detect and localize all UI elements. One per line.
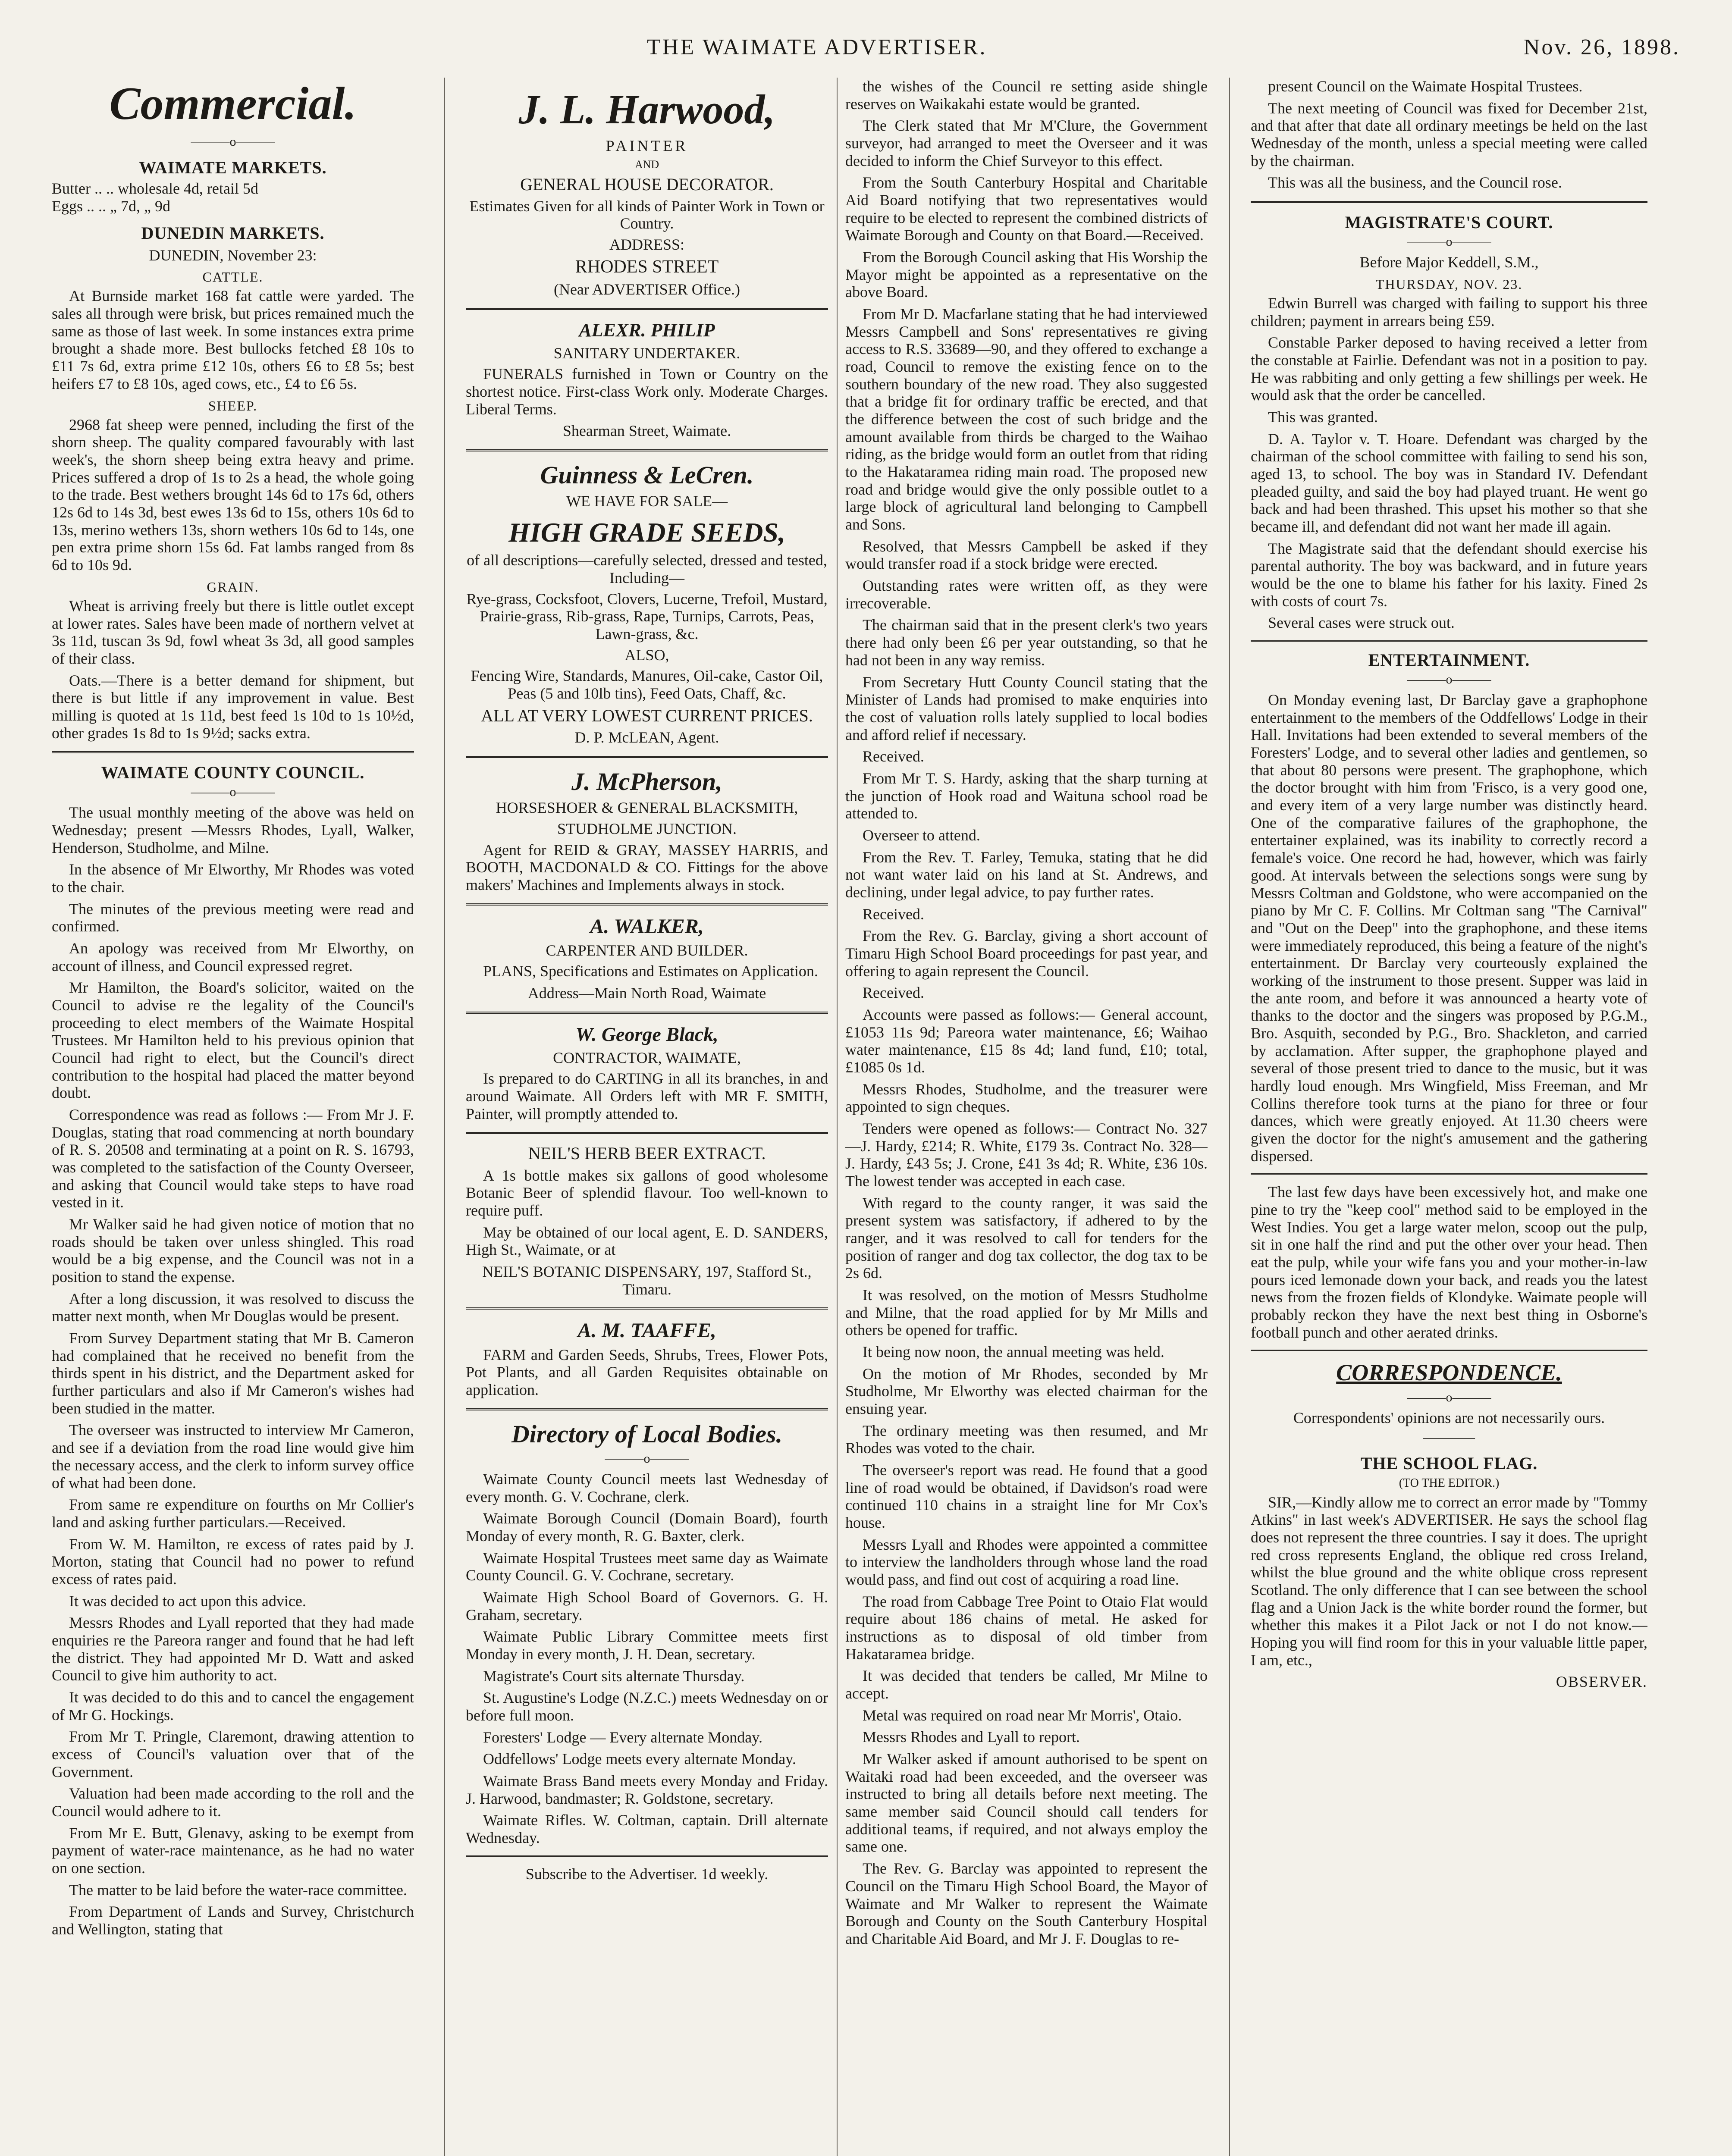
directory-item: Waimate Rifles. W. Coltman, captain. Drill alternate Wednesday.: [466, 1811, 828, 1847]
black-text: Is prepared to do CARTING in all its branches, in and around Waimate. All Orders left with MR F. SMITH, Painter, will promptly attended to.: [466, 1070, 828, 1122]
to-editor-label: (TO THE EDITOR.): [1399, 1476, 1500, 1490]
council-paragraph: The overseer's report was read. He found that a good line of road would be obtained, if Davidson's road were continued 110 chains in a straight line for Mr Cox's house.: [845, 1461, 1208, 1532]
entertainment-paragraph: The last few days have been excessively hot, and make one pine to try the "keep cool" method said to be employed in the West Indies. You get a large water melon, scoop out the pulp, sit in one half the rind and put the other over your head. Then eat the pulp, while your wife fans you and your mother-in-law pours iced lemonade down your back, and reads you the latest news from the frozen fields of Klondyke. Waimate people will probably reckon they have the next best thing in Osborne's football punch and other aerated drinks.: [1251, 1183, 1647, 1341]
council-paragraph: The Rev. G. Barclay was appointed to represent the Council on the Timaru High School Board, the Mayor of Waimate and Mr Walker to represent the Waimate Borough and County on the South Canterbury Hospital and Charitable Aid Board, and Mr J. F. Douglas to re-: [845, 1860, 1208, 1947]
cattle-report: At Burnside market 168 fat cattle were yarded. The sales all through were brisk, but prices remained much the same as those of last week. In some instances extra prime brought a shade more. Best bullocks fetched £8 10s to £11 7s 6d, extra prime £12 10s, others £6 to £8 5s; best heifers £7 to £8 10s, aged cows, etc., £4 to £6 5s.: [52, 287, 414, 392]
divider: [466, 449, 828, 451]
council-paragraph: An apology was received from Mr Elworthy, on account of illness, and Council expressed regret.: [52, 940, 414, 975]
neil-text: A 1s bottle makes six gallons of good wholesome Botanic Beer of splendid flavour. Too well-known to require puff.: [466, 1166, 828, 1219]
divider: [466, 1132, 828, 1134]
council-paragraph: From same re expenditure on fourths on Mr Collier's land and asking further particulars.—Received.: [52, 1496, 414, 1531]
cattle-heading: CATTLE.: [202, 269, 264, 285]
entertainment-heading: ENTERTAINMENT.: [1368, 650, 1530, 670]
divider: [466, 1408, 828, 1410]
letter-text: SIR,—Kindly allow me to correct an error made by "Tommy Atkins" in last week's ADVERTISER. He says the school flag does not represent the three countries. I say it does. The upright red cross represents England, the oblique red cross Ireland, whilst the blue ground and the white oblique cross represent Scotland. The only difference that I can see between the school flag and a Union Jack is the white border round the former, but whether this makes it a Pilot Jack or not I do not know.—Hoping you will find room for this in your valuable little paper, I am, etc.,: [1251, 1493, 1647, 1669]
council-paragraph: From Mr D. Macfarlane stating that he had interviewed Messrs Campbell and Sons' representatives re giving access to R.S. 33689—90, and they offered to exchange a road, Council to remove the existing fence on to the southern boundary of the new road. They also suggested that a bridge fit for ordinary traffic be erected, and that the difference between the cost of such bridge and the amount available from thirds be charged to the Waihao riding, as the bridge would form an outlet from that riding to the Hakataramea riding main road. The proposed new road and bridge would give the only possible outlet to a large block of agricultural land belonging to Campbell and Sons.: [845, 305, 1208, 533]
directory-item: Waimate Public Library Committee meets first Monday in every month, J. H. Dean, secretary.: [466, 1628, 828, 1663]
council-paragraph: It was decided that tenders be called, Mr Milne to accept.: [845, 1667, 1208, 1702]
carpenter-label: CARPENTER AND BUILDER.: [546, 941, 748, 959]
column-2: [466, 78, 828, 2156]
masthead-title: THE WAIMATE ADVERTISER.: [647, 35, 987, 60]
council-paragraph: This was all the business, and the Council rose.: [1268, 174, 1562, 191]
county-council-heading: WAIMATE COUNTY COUNCIL.: [101, 763, 365, 783]
directory-item: Magistrate's Court sits alternate Thursday.: [483, 1667, 745, 1685]
court-date: THURSDAY, NOV. 23.: [1375, 276, 1523, 292]
council-paragraph: From W. M. Hamilton, re excess of rates paid by J. Morton, stating that Council had no power to refund excess of rates paid.: [52, 1535, 414, 1588]
column-3: [845, 78, 1208, 2156]
sheep-heading: SHEEP.: [208, 398, 258, 414]
waimate-markets-heading: WAIMATE MARKETS.: [139, 157, 327, 177]
school-flag-heading: THE SCHOOL FLAG.: [1360, 1453, 1538, 1473]
separator: ———o———: [1407, 1390, 1491, 1405]
council-paragraph: present Council on the Waimate Hospital Trustees.: [1268, 78, 1583, 95]
oats-report: Oats.—There is a better demand for shipment, but there is but little if any improvement in value. Best milling is quoted at 1s 11d, best feed 1s 10d to 1s 10½d, other grades 1s 8d to 1s 9½d; sacks extra.: [52, 671, 414, 742]
masthead: [52, 30, 1680, 73]
and-label: AND: [634, 158, 659, 171]
painter-label: PAINTER: [606, 137, 688, 155]
council-paragraph: Mr Walker asked if amount authorised to be spent on Waitaki road had been exceeded, and the overseer was instructed to bring all details before next meeting. The same member said Council should call tenders for additional teams, if required, and not always employ the same one.: [845, 1750, 1208, 1855]
council-paragraph: The chairman said that in the present clerk's two years there had only been £6 per year outstanding, so that he had not been in any way remiss.: [845, 616, 1208, 669]
dateline: DUNEDIN, November 23:: [149, 246, 317, 264]
council-paragraph: Valuation had been made according to the roll and the Council would adhere to it.: [52, 1785, 414, 1820]
council-paragraph: In the absence of Mr Elworthy, Mr Rhodes was voted to the chair.: [52, 861, 414, 896]
court-paragraph: The Magistrate said that the defendant should exercise his parental authority. The boy was backward, and in future years would be the one to blame his father for his laxity. Fined 2s with costs of court 7s.: [1251, 539, 1647, 610]
council-paragraph: The usual monthly meeting of the above was held on Wednesday; present —Messrs Rhodes, Lyall, Walker, Henderson, Studholme, and Milne.: [52, 804, 414, 856]
directory-item: Foresters' Lodge — Every alternate Monday.: [483, 1728, 762, 1746]
council-paragraph: The next meeting of Council was fixed for December 21st, and that after that date all ordinary meetings be held on the last Wednesday of the month, unless a special meeting were called by the chairman.: [1251, 99, 1647, 169]
magistrate-heading: MAGISTRATE'S COURT.: [1345, 213, 1553, 232]
contractor-label: CONTRACTOR, WAIMATE,: [553, 1049, 741, 1066]
commercial-heading: Commercial.: [109, 78, 357, 129]
black-ad-title: W. George Black,: [575, 1023, 719, 1045]
neil-ad-title: NEIL'S HERB BEER EXTRACT.: [528, 1144, 766, 1163]
council-paragraph: Correspondence was read as follows :— From Mr J. F. Douglas, stating that road commencing at north boundary of R. S. 20508 and terminating at a point on R. S. 16793, was completed to the satisfaction of the County Overseer, and asking that Council would take steps to have road vested in it.: [52, 1106, 414, 1211]
council-paragraph: From Mr T. Pringle, Claremont, drawing attention to excess of Council's valuation over that of the Government.: [52, 1728, 414, 1780]
council-paragraph: The ordinary meeting was then resumed, and Mr Rhodes was voted to the chair.: [845, 1422, 1208, 1457]
directory-item: Waimate Hospital Trustees meet same day as Waimate County Council. G. V. Cochrane, secretary.: [466, 1549, 828, 1584]
council-paragraph: Received.: [863, 905, 924, 923]
shearman-address: Shearman Street, Waimate.: [562, 422, 731, 440]
estimates-text: Estimates Given for all kinds of Painter Work in Town or Country.: [469, 197, 825, 232]
council-paragraph: After a long discussion, it was resolved to discuss the matter next month, when Mr Douglas would be present.: [52, 1290, 414, 1325]
divider: [1251, 640, 1647, 642]
letter-signature: OBSERVER.: [1556, 1673, 1647, 1691]
council-paragraph: The road from Cabbage Tree Point to Otaio Flat would require about 186 chains of metal. He asked for instructions as to disposal of old timber from Hakataramea bridge.: [845, 1592, 1208, 1663]
walker-address: Address—Main North Road, Waimate: [527, 984, 766, 1002]
subscribe-line: Subscribe to the Advertiser. 1d weekly.: [525, 1865, 769, 1883]
council-paragraph: Messrs Lyall and Rhodes were appointed a committee to interview the landholders through whose land the road would pass, and find out cost of acquiring a road line.: [845, 1536, 1208, 1589]
divider: [1251, 1173, 1647, 1175]
council-paragraph: Outstanding rates were written off, as they were irrecoverable.: [845, 577, 1208, 612]
separator: ————: [1423, 1430, 1475, 1445]
divider: [1251, 1350, 1647, 1351]
council-paragraph: The Clerk stated that Mr M'Clure, the Government surveyor, had arranged to meet the Overseer and it was decided to inform the Chief Surveyor to this effect.: [845, 117, 1208, 169]
for-sale-label: WE HAVE FOR SALE—: [566, 492, 728, 510]
council-paragraph: Overseer to attend.: [863, 826, 980, 844]
also-list: Fencing Wire, Standards, Manures, Oil-cake, Castor Oil, Peas (5 and 10lb tins), Feed Oats, Chaff, &c.: [471, 667, 823, 702]
council-paragraph: From the Rev. G. Barclay, giving a short account of Timaru High School Board proceedings for past year, and offering to again represent the Council.: [845, 927, 1208, 980]
decorator-label: GENERAL HOUSE DECORATOR.: [520, 174, 774, 194]
council-paragraph: Accounts were passed as follows:— General account, £1053 11s 9d; Pareora water maintenance, £6; Waihao water maintenance, £15 8s 4d; land fund, £10; total, £1085 0s 1d.: [845, 1006, 1208, 1076]
council-paragraph: From the South Canterbury Hospital and Charitable Aid Board notifying that two representatives would require to be elected to represent the combined districts of Waimate Borough and County on that Board.—Received.: [845, 174, 1208, 244]
divider: [466, 903, 828, 906]
address-street: RHODES STREET: [575, 257, 719, 277]
divider: [466, 1855, 828, 1857]
column-4: [1251, 78, 1647, 2156]
separator: ———o———: [605, 1451, 689, 1466]
directory-item: St. Augustine's Lodge (N.Z.C.) meets Wednesday on or before full moon.: [466, 1689, 828, 1724]
court-paragraph: Edwin Burrell was charged with failing to support his three children; payment in arrears being £59.: [1251, 294, 1647, 329]
walker-ad-title: A. WALKER,: [590, 915, 704, 938]
council-paragraph: The matter to be laid before the water-race committee.: [69, 1881, 407, 1899]
junction-label: STUDHOLME JUNCTION.: [557, 820, 737, 837]
council-paragraph: Resolved, that Messrs Campbell be asked if they would transfer road if a stock bridge were erected.: [845, 537, 1208, 573]
council-paragraph: Mr Hamilton, the Board's solicitor, waited on the Council to advise re the legality of the Council's proceeding to elect members of the Waimate Hospital Trustees. Mr Hamilton held to his previous opinion that Council had right to elect, but the Council's direct contribution to the hospital had placed the matter beyond doubt.: [52, 979, 414, 1102]
masthead-date: Nov. 26, 1898.: [1523, 35, 1680, 60]
council-paragraph: Mr Walker said he had given notice of motion that no roads should be taken over unless shingled. This road would be a big expense, and the Council was not in a position to stand the expense.: [52, 1216, 414, 1286]
council-paragraph: It was decided to do this and to cancel the engagement of Mr G. Hockings.: [52, 1688, 414, 1724]
council-paragraph: It was resolved, on the motion of Messrs Studholme and Milne, that the road applied for by Mr Mills and others be opened for traffic.: [845, 1286, 1208, 1339]
entertainment-paragraph: On Monday evening last, Dr Barclay gave a graphophone entertainment to the members of the Oddfellows' Lodge in their Hall. Invitations had been extended to several members of the Foresters' Lodge, and to several other ladies and gentlemen, so that about 80 persons were present. The graphophone, which the doctor brought with him from 'Frisco, is a very good one, and every item of a very large number was distinctly heard. One of the comparative failures of the graphophone, the entertainer explained, was its inability to correctly record a female's voice. One record he had, however, which was fairly good. At intervals between the selections songs were sung by Messrs Coltman and Goldstone, who were accompanied on the piano by Mr C. F. Collins. Mr Coltman sang "The Carnival" and "Out on the Deep" into the graphophone, and these items were immediately reproduced, this being a feature of the night's entertainment. Dr Barclay very courteously explained the working of the instrument to those present. Supper was laid in the ante room, and before it was announced a hearty vote of thanks to the doctor and the singers was proposed by P.G.M., Bro. Asquith, seconded by P.G., Bro. Shackleton, and carried by acclamation. After supper, the graphophone played and several of those present tried to dance to the music, but it was hardly loud enough. Mrs Wingfield, Miss Freeman, and Mr Collins therefore took turns at the piano for three or four dances, which were greatly enjoyed. At 11.30 cheers were given the doctor for the night's amusement and the gathering dispersed.: [1251, 691, 1647, 1165]
column-rule: [837, 78, 838, 2156]
separator: ———o———: [1407, 235, 1491, 249]
correspondence-disclaimer: Correspondents' opinions are not necessarily ours.: [1293, 1409, 1605, 1427]
council-paragraph: Messrs Rhodes, Studholme, and the treasurer were appointed to sign cheques.: [845, 1080, 1208, 1116]
undertaker-label: SANITARY UNDERTAKER.: [553, 344, 740, 362]
court-paragraph: This was granted.: [1268, 408, 1378, 426]
council-paragraph: From Survey Department stating that Mr B. Cameron had complained that he received no benefit from the thirds spent in his district, and the Department asked for further particulars and also if Mr Cameron's wishes had been studied in the matter.: [52, 1329, 414, 1417]
horseshoer-label: HORSESHOER & GENERAL BLACKSMITH,: [496, 799, 798, 817]
council-paragraph: From the Borough Council asking that His Worship the Mayor might be appointed as a representative on the above Board.: [845, 248, 1208, 301]
council-paragraph: From Secretary Hutt County Council stating that the Minister of Lands had promised to make enquiries into the cost of valuation rolls lately supplied to local bodies and afford relief if necessary.: [845, 673, 1208, 743]
council-paragraph: It being now noon, the annual meeting was held.: [863, 1343, 1164, 1361]
divider: [466, 756, 828, 758]
council-paragraph: From the Rev. T. Farley, Temuka, stating that he did not want water laid on his land at St. Andrews, and declining, under legal advice, to pay further rates.: [845, 848, 1208, 901]
court-paragraph: D. A. Taylor v. T. Hoare. Defendant was charged by the chairman of the school committee with failing to send his son, aged 13, to school. The boy was in Standard IV. Defendant pleaded guilty, and said the boy had played truant. He went go back and had been thrashed. This upset his mother so that she became ill, and defendant did not want her made ill again.: [1251, 430, 1647, 535]
neil-agent: May be obtained of our local agent, E. D. SANDERS, High St., Waimate, or at: [466, 1223, 828, 1259]
agent-name: D. P. McLEAN, Agent.: [574, 729, 719, 746]
column-rule: [444, 78, 445, 2156]
taaffe-ad-title: A. M. TAAFFE,: [577, 1319, 716, 1342]
court-paragraph: Constable Parker deposed to having received a letter from the constable at Fairlie. Defendant was not in a position to pay. He was rabbiting and only getting a few shillings per week. He would ask that the order be cancelled.: [1251, 334, 1647, 404]
address-near: (Near ADVERTISER Office.): [553, 281, 740, 298]
council-paragraph: The overseer was instructed to interview Mr Cameron, and see if a deviation from the road line would give him the necessary access, and the clerk to inform survey office of what had been done.: [52, 1421, 414, 1492]
council-paragraph: Messrs Rhodes and Lyall reported that they had made enquiries re the Pareora ranger and found that he had left the district. They had appointed Mr D. Watt and asked Council to give him authority to act.: [52, 1614, 414, 1684]
council-paragraph: From Mr T. S. Hardy, asking that the sharp turning at the junction of Hook road and Waituna school road be attended to.: [845, 769, 1208, 822]
address-label: ADDRESS:: [609, 236, 685, 254]
taaffe-text: FARM and Garden Seeds, Shrubs, Trees, Flower Pots, Pot Plants, and all Garden Requisites obtainable on application.: [466, 1346, 828, 1398]
mcpherson-text: Agent for REID & GRAY, MASSEY HARRIS, and BOOTH, MACDONALD & CO. Fittings for the above makers' Machines and Implements always in stock.: [466, 841, 828, 893]
grain-heading: GRAIN.: [207, 579, 259, 595]
council-paragraph: It was decided to act upon this advice.: [69, 1592, 306, 1610]
court-paragraph: Several cases were struck out.: [1268, 614, 1455, 632]
directory-heading: Directory of Local Bodies.: [511, 1420, 783, 1448]
eggs-price: Eggs .. .. „ 7d, „ 9d: [52, 197, 170, 215]
council-paragraph: Messrs Rhodes and Lyall to report.: [863, 1728, 1080, 1746]
separator: ———o———: [191, 135, 275, 149]
philip-ad-title: ALEXR. PHILIP: [579, 319, 715, 341]
dunedin-markets-heading: DUNEDIN MARKETS.: [141, 223, 325, 243]
harwood-ad-title: J. L. Harwood,: [518, 86, 775, 132]
neil-dispensary: NEIL'S BOTANIC DISPENSARY, 197, Stafford St., Timaru.: [482, 1263, 812, 1298]
council-paragraph: With regard to the county ranger, it was said the present system was satisfactory, if adhered to by the ranger, and it was resolved to call for tenders for the position of ranger and dog tax collector, the dog tax to be 2s 6d.: [845, 1194, 1208, 1282]
directory-item: Waimate County Council meets last Wednesday of every month. G. V. Cochrane, clerk.: [466, 1470, 828, 1505]
seeds-text: of all descriptions—carefully selected, dressed and tested, Including—: [467, 552, 827, 587]
butter-price: Butter .. .. wholesale 4d, retail 5d: [52, 180, 258, 197]
council-paragraph: Received.: [863, 748, 924, 765]
magistrate-name: Before Major Keddell, S.M.,: [1359, 254, 1539, 271]
also-label: ALSO,: [624, 646, 669, 664]
seeds-title: HIGH GRADE SEEDS,: [508, 517, 785, 548]
mcpherson-ad-title: J. McPherson,: [571, 767, 722, 796]
divider: [466, 1307, 828, 1310]
directory-item: Waimate Brass Band meets every Monday and Friday. J. Harwood, bandmaster; R. Goldstone, secretary.: [466, 1772, 828, 1807]
divider: [52, 751, 414, 753]
separator: ———o———: [1407, 672, 1491, 687]
guinness-ad-title: Guinness & LeCren.: [540, 461, 754, 489]
council-paragraph: Tenders were opened as follows:— Contract No. 327—J. Hardy, £214; R. White, £179 3s. Contract No. 328—J. Hardy, £43 5s; J. Crone, £41 3s 4d; R. White, £36 10s. The lowest tender was accepted in each case.: [845, 1119, 1208, 1190]
council-paragraph: From Mr E. Butt, Glenavy, asking to be exempt from payment of water-race maintenance, as he had no water on one section.: [52, 1824, 414, 1877]
column-1: [52, 78, 414, 2156]
sheep-report: 2968 fat sheep were penned, including the first of the shorn sheep. The quality compared favourably with last week's, the shorn sheep being extra heavy and prime. Prices suffered a drop of 1s to 2s a head, the whole going to the trade. Best wethers brought 14s 6d to 17s 6d, others 12s 6d to 14s 3d, best ewes 13s 6d to 15s, others 10s 6d to 13s, merino wethers 13s, shorn wethers 10s 6d to 14s, one pen extra prime shorn 15s 6d. Fat lambs ranged from 8s 6d to 10s 9d.: [52, 416, 414, 574]
council-paragraph: The minutes of the previous meeting were read and confirmed.: [52, 900, 414, 935]
column-rule: [1229, 78, 1230, 2156]
divider: [466, 1012, 828, 1014]
lowest-prices: ALL AT VERY LOWEST CURRENT PRICES.: [481, 705, 813, 725]
divider: [1251, 201, 1647, 203]
council-paragraph: From Department of Lands and Survey, Christchurch and Wellington, stating that: [52, 1903, 414, 1938]
grain-report: Wheat is arriving freely but there is little outlet except at lower rates. Sales have been made of northern velvet at 3s 11d, tuscan 3s 9d, fowl wheat 3s 3d, all good samples of their class.: [52, 597, 414, 667]
directory-item: Waimate Borough Council (Domain Board), fourth Monday of every month, R. G. Baxter, clerk.: [466, 1510, 828, 1545]
seeds-list: Rye-grass, Cocksfoot, Clovers, Lucerne, Trefoil, Mustard, Prairie-grass, Rib-grass, Rape, Turnips, Carrots, Peas, Lawn-grass, &c.: [466, 590, 828, 643]
correspondence-heading: CORRESPONDENCE.: [1336, 1360, 1562, 1386]
directory-item: Oddfellows' Lodge meets every alternate Monday.: [483, 1750, 796, 1768]
council-paragraph: On the motion of Mr Rhodes, seconded by Mr Studholme, Mr Elworthy was elected chairman for the ensuing year.: [845, 1365, 1208, 1418]
funerals-text: FUNERALS furnished in Town or Country on the shortest notice. First-class Work only. Moderate Charges. Liberal Terms.: [466, 365, 828, 418]
council-paragraph: Metal was required on road near Mr Morris', Otaio.: [863, 1706, 1182, 1724]
separator: ———o———: [191, 785, 275, 799]
divider: [466, 308, 828, 310]
plans-text: PLANS, Specifications and Estimates on Application.: [483, 962, 818, 980]
council-paragraph: Received.: [863, 984, 924, 1002]
directory-item: Waimate High School Board of Governors. G. H. Graham, secretary.: [466, 1589, 828, 1623]
council-paragraph: the wishes of the Council re setting aside shingle reserves on Waikakahi estate would be granted.: [845, 78, 1208, 113]
